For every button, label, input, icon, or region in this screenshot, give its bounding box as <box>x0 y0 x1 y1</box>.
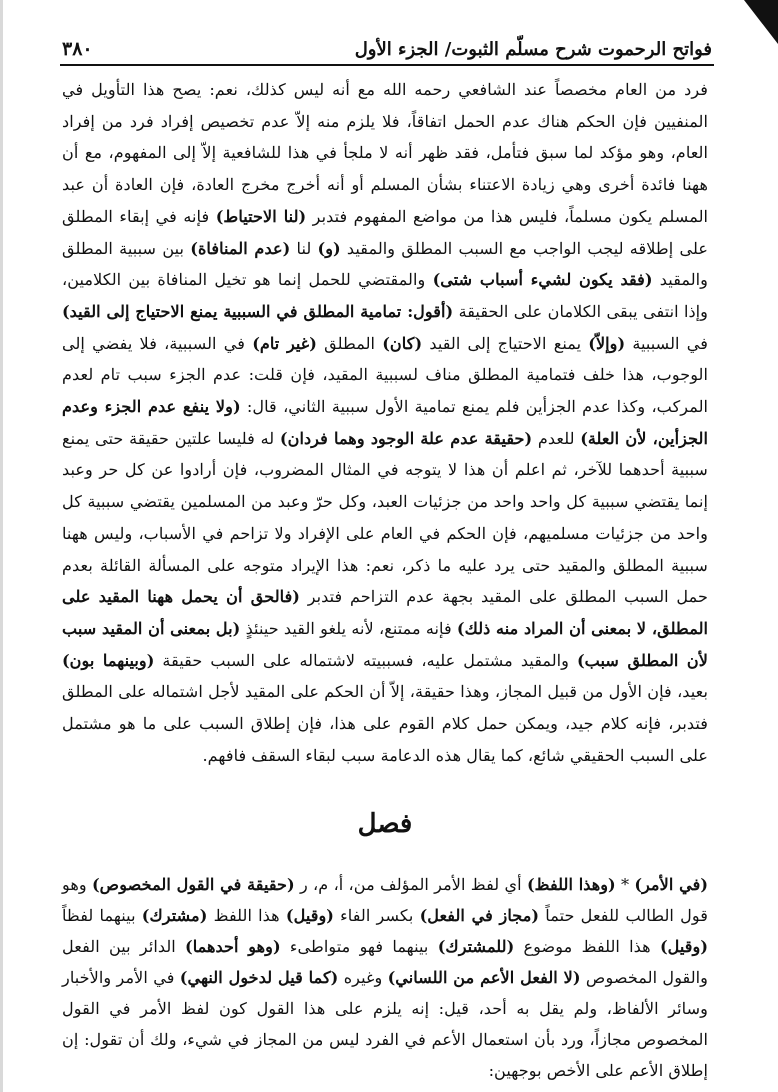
text-segment: له فليسا علتين حقيقة حتى يمنع سببية أحدهما للآخر، ثم اعلم أن هذا لا يتوجه في المثال المضروب، فإن أرادوا عن كل حر وعبد إنما يقتضي سببية كل واحد واحد من جزئيات العبد، وكل حرّ وعبد من المسلمين يقتضي سببية كل واحد من جزئيات مسلميهم، فإن الحكم في العام على الإفراد ولا تزاحم في الأسباب، وليس ههنا سببية المطلق والمقيد حتى يرد عليه ما ذكر، نعم: هذا الإيراد متوجه على المسألة القائلة بعدم حمل السبب المطلق على المقيد بجهة عدم التزاحم فتدبر <box>62 428 709 607</box>
header-rule <box>60 64 714 66</box>
text-segment: المطلق <box>316 333 383 353</box>
bold-text-segment: (وبينهما بون) <box>62 650 155 670</box>
text-segment: وغيره <box>338 968 388 988</box>
section-heading: فصل <box>357 809 413 840</box>
text-segment: هذا اللفظ <box>207 906 286 926</box>
bold-text-segment: (وهذا اللفظ) <box>526 875 616 895</box>
bold-text-segment: (لا الفعل الأعم من اللساني) <box>387 968 581 988</box>
text-segment: هذا اللفظ موضوع <box>514 937 660 957</box>
bold-text-segment: (أقول: تمامية المطلق في السببية يمنع الاحتياج إلى القيد) <box>62 301 454 321</box>
bold-text-segment: (ولا ينفع عدم الجزء وعدم الجزأين، لأن العلة) <box>62 397 708 448</box>
page-body <box>62 74 708 1086</box>
text-segment: في الأمر والأخبار وسائر الألفاظ، ولم يقل به أحد، قيل: إنه يلزم على هذا القول كون لفظ الأمر في القول المخصوص مجازاً، ورد بأن استعمال الأعم في الفرد ليس من المجاز في شيء، ولك أن تقول: إن إطلاق الأعم على الأخص بوجهين: <box>62 968 708 1081</box>
text-segment: فإنه في إبقاء المطلق على إطلاقه ليجب الواجب مع السبب المطلق والمقيد <box>62 206 708 258</box>
text-segment: لنا <box>290 238 318 258</box>
text-segment: بعيد، فإن الأول من قبيل المجاز، وهذا حقيقة، إلاّ أن الحكم على المقيد لأجل اشتماله على المطلق فتدبر، فإنه كلام جيد، ويمكن حمل كلام القوم على هذا، فإن إطلاق السبب على ما هو مشتمل على السبب الحقيقي شائع، كما يقال هذه الدعامة سبب لبقاء السقف فافهم. <box>62 682 708 765</box>
text-segment: الدائر بين الفعل والقول المخصوص <box>62 937 708 988</box>
commentary-paragraph <box>62 74 708 771</box>
text-segment: فإنه ممتنع، لأنه يلغو القيد حينئذٍ <box>240 618 457 638</box>
bold-text-segment: (مشترك) <box>141 906 208 926</box>
bold-text-segment: (للمشترك) <box>437 937 515 957</box>
text-segment: فرد من العام مخصصاً عند الشافعي رحمه الله مع أنه ليس كذلك، نعم: يصح هذا التأويل في المنفيين فإن الحكم هناك عدم الحمل اتفاقاً، فلا يلزم منه إلاّ عدم تخصيص إفراد فرد من إفراد العام، وهو مؤكد لما سبق فتأمل، فقد ظهر أنه لا ملجأ في هذا للشافعية إلاّ إلى المفهوم، مع أن ههنا فائدة أخرى وهي زيادة الاعتناء بشأن المسلم أو أنه أخرج مخرج العادة، فإن العادة أن عبد المسلم يكون مسلماً، فليس هذا من مواضع المفهوم فتدبر <box>62 80 708 226</box>
corner-tab-mark <box>744 0 778 44</box>
bold-text-segment: (لنا الاحتياط) <box>215 206 307 226</box>
page-edge-shadow <box>0 0 3 1092</box>
page-header <box>62 30 712 60</box>
bold-text-segment: (وقيل) <box>659 937 708 957</box>
text-segment: بكسر الفاء <box>333 906 420 926</box>
bold-text-segment: (و) <box>317 238 341 258</box>
text-segment: وهو قول الطالب للفعل حتماً <box>62 875 708 926</box>
text-segment: أي لفظ الأمر المؤلف من، أ، م، ر <box>294 875 527 895</box>
text-segment: بينهما فهو متواطىء <box>280 937 438 957</box>
text-segment: بين سببية المطلق والمقيد <box>62 238 708 290</box>
bold-text-segment: (وهو أحدهما) <box>185 937 281 957</box>
bold-text-segment: (حقيقة في القول المخصوص) <box>91 875 295 895</box>
text-segment: في السببية، فلا يفضي إلى الوجوب، هذا خلف فتمامية المطلق مناف لسببية المقيد، فإن قلت: عدم الجزء سبب تام لعدم المركب، وكذا عدم الجزأين فلم يمنع تمامية الأول سببية الثاني، قال: <box>62 333 708 417</box>
bold-text-segment: (في الأمر) <box>634 875 708 895</box>
text-segment: والمقتضي للحمل إنما هو تخيل المنافاة بين الكلامين، وإذا انتفى يبقى الكلامان على الحقيقة <box>62 270 708 321</box>
bold-text-segment: (فالحق أن يحمل ههنا المقيد على المطلق، لا بمعنى أن المراد منه ذلك) <box>62 587 709 638</box>
text-segment: للعدم <box>532 428 581 448</box>
text-segment: يمنع الاحتياج إلى القيد <box>422 333 589 353</box>
bold-text-segment: (مجاز في الفعل) <box>419 906 540 926</box>
text-segment: والمقيد مشتمل عليه، فسببيته لاشتماله على السبب حقيقة <box>154 650 577 670</box>
text-segment: بينهما لفظاً <box>62 906 142 926</box>
bold-text-segment: (فقد يكون لشيء أسباب شتى) <box>432 270 653 290</box>
text-segment: * <box>615 875 635 895</box>
section-body <box>62 869 708 1086</box>
bold-text-segment: (بل بمعنى أن المقيد سبب لأن المطلق سبب) <box>62 618 708 670</box>
bold-text-segment: (غير تام) <box>252 333 317 353</box>
text-segment: في السببية <box>625 333 708 353</box>
bold-text-segment: (وقيل) <box>285 906 334 926</box>
page-number: ٣٨٠ <box>62 38 93 60</box>
bold-text-segment: (وإلاّ) <box>588 333 626 353</box>
bold-text-segment: (كما قيل لدخول النهي) <box>179 968 339 988</box>
running-title: فواتح الرحموت شرح مسلّم الثبوت/ الجزء الأول <box>354 39 712 60</box>
bold-text-segment: (حقيقة عدم علة الوجود وهما فردان) <box>279 428 533 448</box>
section-paragraph <box>62 869 708 1086</box>
bold-text-segment: (كان) <box>382 333 423 353</box>
bold-text-segment: (عدم المنافاة) <box>190 238 291 258</box>
